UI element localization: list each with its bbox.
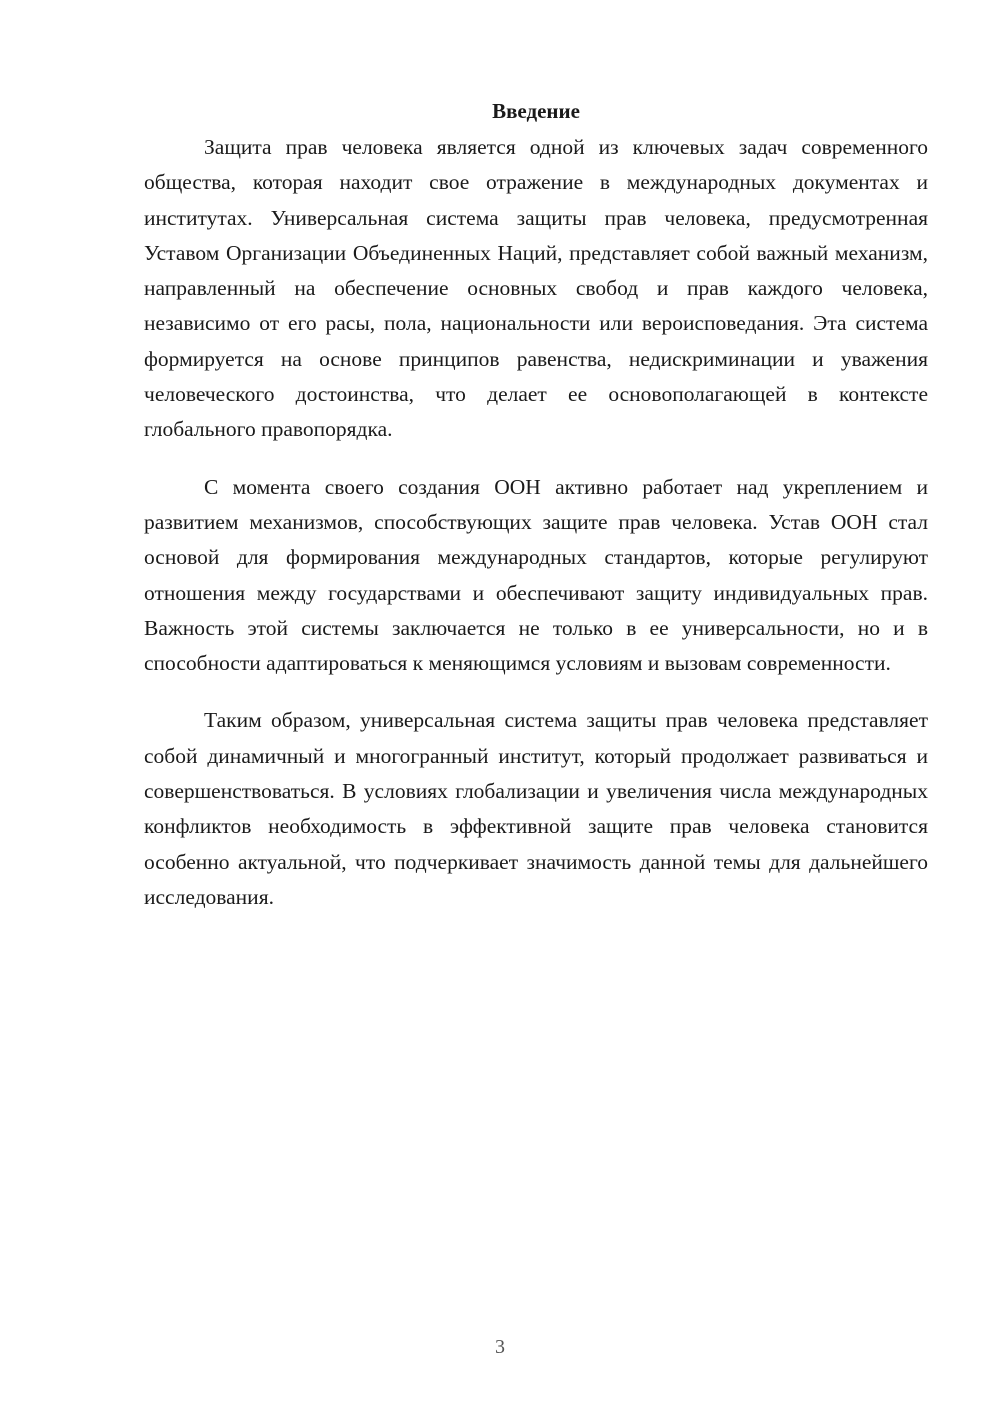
page-content — [144, 96, 928, 937]
section-title: Введение — [492, 99, 580, 123]
paragraph-1: Защита прав человека является одной из ключевых задач современного общества, которая находит свое отражение в международных документах и институтах. Универсальная система защиты прав человека, предусмотренная Уставом Организации Объединенных Наций, представляет собой важный механизм, направленный на обеспечение основных свобод и прав каждого человека, независимо от его расы, пола, национальности или вероисповедания. Эта система формируется на основе принципов равенства, недискриминации и уважения человеческого достоинства, что делает ее основополагающей в контексте глобального правопорядка. — [144, 135, 928, 442]
page-number: 3 — [495, 1336, 505, 1358]
paragraph-3: Таким образом, универсальная система защиты прав человека представляет собой динамичный и многогранный институт, который продолжает развиваться и совершенствоваться. В условиях глобализации и увеличения числа международных конфликтов необходимость в эффективной защите прав человека становится особенно актуальной, что подчеркивает значимость данной темы для дальнейшего исследования. — [144, 708, 928, 909]
paragraph-2: С момента своего создания ООН активно работает над укреплением и развитием механизмов, способствующих защите прав человека. Устав ООН стал основой для формирования международных стандартов, которые регулируют отношения между государствами и обеспечивают защиту индивидуальных прав. Важность этой системы заключается не только в ее универсальности, но и в способности адаптироваться к меняющимся условиям и вызовам современности. — [144, 474, 928, 676]
